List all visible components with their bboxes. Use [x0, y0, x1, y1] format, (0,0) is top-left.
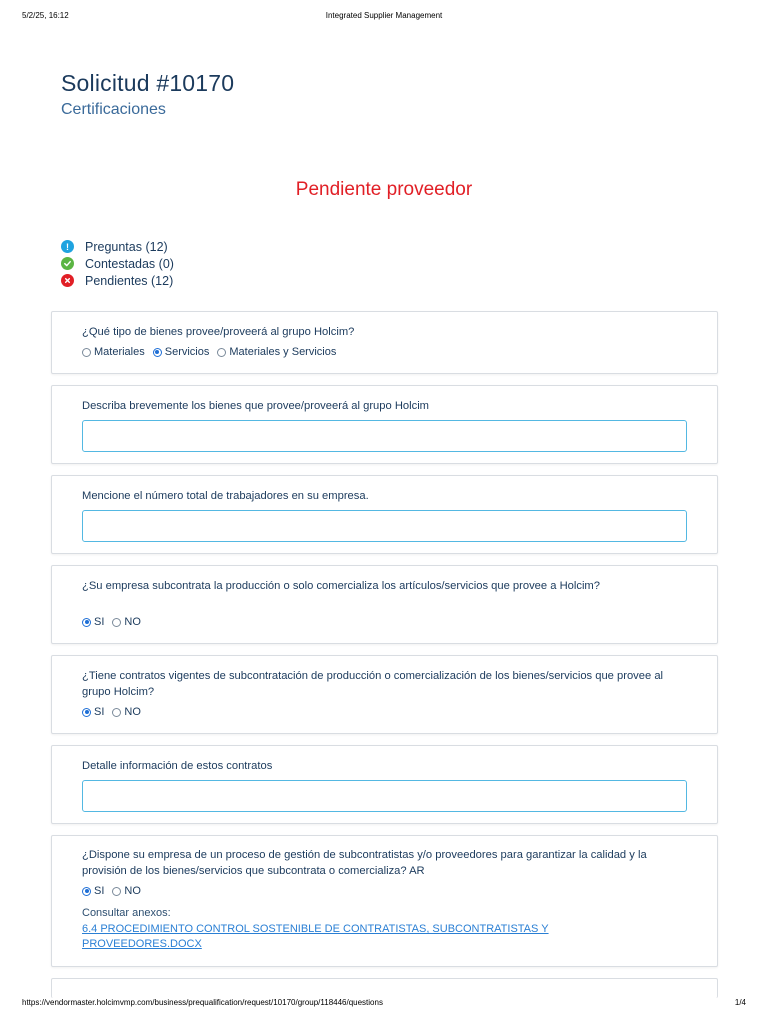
radio-option-si[interactable]	[82, 706, 104, 718]
page-title: Solicitud #10170	[61, 70, 235, 96]
question-card	[51, 655, 718, 734]
radio-button-selected[interactable]	[82, 708, 91, 717]
radio-button[interactable]	[112, 708, 121, 717]
radio-label: SI	[94, 885, 105, 897]
question-card	[51, 311, 718, 374]
print-footer	[22, 998, 746, 1010]
annex-label: Consultar anexos:	[82, 907, 171, 919]
text-input-bienes[interactable]	[82, 420, 687, 452]
question-card-partial	[51, 978, 718, 998]
radio-option-no[interactable]	[112, 706, 141, 718]
question-text: Mencione el número total de trabajadores en su empresa.	[82, 490, 369, 502]
radio-option-materiales-y-servicios[interactable]	[217, 346, 336, 358]
radio-button-selected[interactable]	[82, 618, 91, 627]
radio-button-selected[interactable]	[82, 887, 91, 896]
summary-questions	[61, 238, 174, 255]
summary-answered-label: Contestadas (0)	[85, 256, 174, 271]
radio-option-si[interactable]	[82, 616, 104, 628]
print-date: 5/2/25, 16:12	[22, 11, 69, 20]
question-card	[51, 745, 718, 824]
print-doc-title: Integrated Supplier Management	[325, 11, 443, 20]
radio-label: SI	[94, 706, 105, 718]
radio-option-no[interactable]	[112, 885, 141, 897]
question-card	[51, 565, 718, 644]
summary-pending	[61, 272, 174, 289]
text-input-contratos[interactable]	[82, 780, 687, 812]
radio-option-servicios[interactable]	[153, 346, 210, 358]
radio-label: NO	[124, 885, 141, 897]
status-label: Pendiente proveedor	[295, 179, 473, 200]
summary-list	[61, 238, 174, 289]
radio-option-si[interactable]	[82, 885, 104, 897]
radio-label: Materiales y Servicios	[229, 346, 337, 358]
info-icon: !	[61, 240, 74, 253]
close-icon	[61, 274, 74, 287]
radio-option-no[interactable]	[112, 616, 141, 628]
radio-group	[82, 706, 149, 718]
question-text: ¿Su empresa subcontrata la producción o solo comercializa los artículos/servicios que provee a Holcim?	[82, 580, 600, 592]
text-input-trabajadores[interactable]	[82, 510, 687, 542]
question-card	[51, 385, 718, 464]
print-url: https://vendormaster.holcimvmp.com/business/prequalification/request/10170/group/118446/questions	[22, 998, 383, 1007]
question-text: ¿Dispone su empresa de un proceso de gestión de subcontratistas y/o proveedores para garantizar la calidad y la provisión de los bienes/servicios que subcontrata o comercializa? AR	[82, 849, 647, 877]
print-header	[22, 11, 746, 23]
radio-label: NO	[124, 616, 141, 628]
radio-label: SI	[94, 616, 105, 628]
annex-link[interactable]: 6.4 PROCEDIMIENTO CONTROL SOSTENIBLE DE CONTRATISTAS, SUBCONTRATISTAS Y PROVEEDORES.DOCX	[82, 923, 549, 950]
radio-group	[82, 616, 149, 628]
radio-label: Servicios	[164, 346, 210, 358]
question-card	[51, 475, 718, 554]
question-card	[51, 835, 718, 967]
print-page-number: 1/4	[734, 998, 746, 1007]
summary-pending-label: Pendientes (12)	[85, 273, 174, 288]
radio-button[interactable]	[112, 618, 121, 627]
question-text: Detalle información de estos contratos	[82, 760, 273, 772]
radio-label: NO	[124, 706, 141, 718]
radio-button-selected[interactable]	[153, 348, 162, 357]
radio-button[interactable]	[217, 348, 226, 357]
radio-button[interactable]	[112, 887, 121, 896]
radio-button[interactable]	[82, 348, 91, 357]
page-subtitle: Certificaciones	[61, 101, 166, 118]
question-text: ¿Qué tipo de bienes provee/proveerá al grupo Holcim?	[82, 326, 355, 338]
check-icon	[61, 257, 74, 270]
question-text: ¿Tiene contratos vigentes de subcontratación de producción o comercialización de los bienes/servicios que provee al grupo Holcim?	[82, 670, 664, 698]
radio-option-materiales[interactable]	[82, 346, 145, 358]
radio-label: Materiales	[94, 346, 145, 358]
radio-group	[82, 346, 344, 358]
radio-group	[82, 885, 149, 897]
summary-questions-label: Preguntas (12)	[85, 239, 168, 254]
summary-answered	[61, 255, 174, 272]
question-text: Describa brevemente los bienes que provee/proveerá al grupo Holcim	[82, 400, 429, 412]
